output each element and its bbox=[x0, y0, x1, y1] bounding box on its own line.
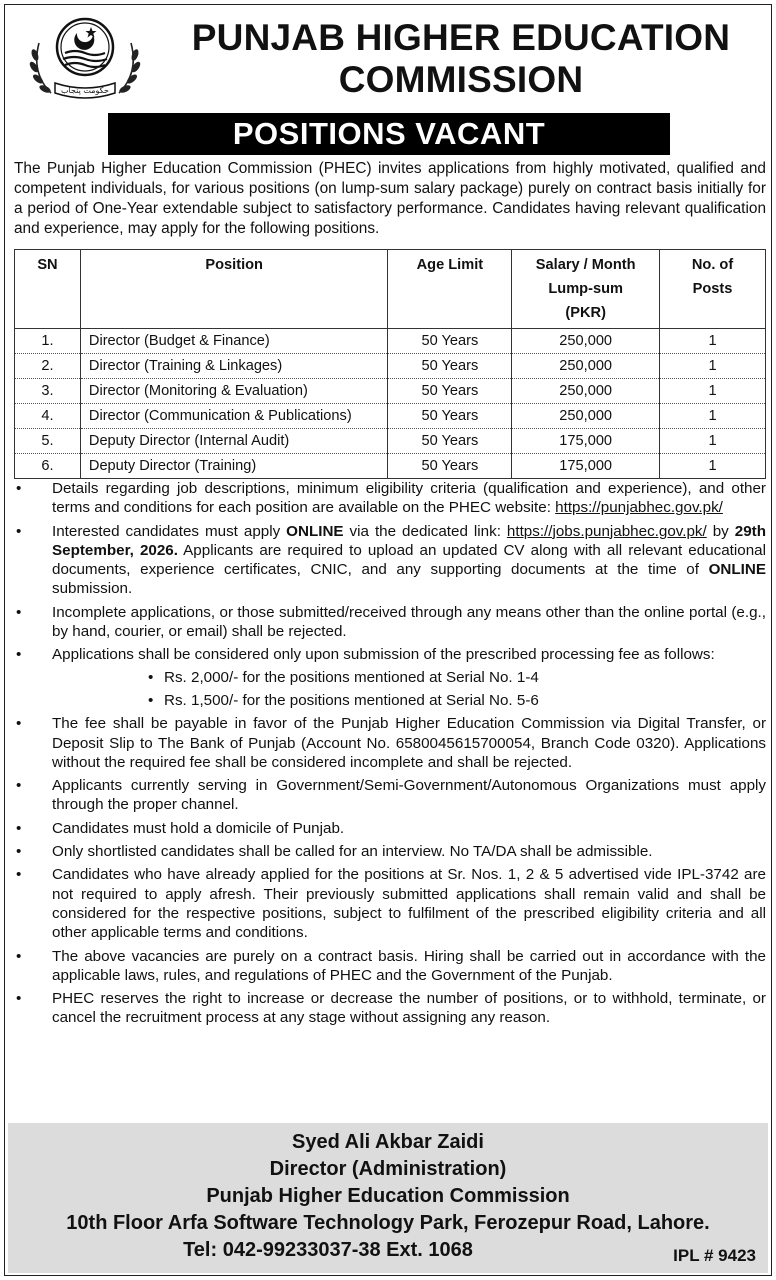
list-item: • Incomplete applications, or those submitted/received through any means other than the online portal (e.g., by hand, courier, or email) shall be rejected. bbox=[16, 603, 766, 641]
table-row bbox=[15, 354, 766, 379]
cell-position: Deputy Director (Internal Audit) bbox=[80, 429, 388, 454]
cell-age: 50 Years bbox=[388, 454, 512, 479]
list-item: • Details regarding job descriptions, minimum eligibility criteria (qualification and experience), and other terms and conditions for each position are available on the PHEC website: https://punjabhec.gov.pk/ bbox=[16, 480, 766, 517]
cell-age: 50 Years bbox=[388, 379, 512, 404]
government-of-punjab-emblem-icon bbox=[21, 13, 149, 107]
bullet-icon: • bbox=[16, 646, 22, 664]
cell-sn: 1. bbox=[15, 329, 81, 354]
header-no-of-posts: No. of Posts bbox=[660, 250, 766, 329]
list-item: • Applicants currently serving in Government/Semi-Government/Autonomous Organizations must apply through the proper channel. bbox=[16, 777, 766, 814]
emblem-caption: حکومت پنجاب bbox=[61, 86, 109, 95]
cell-position: Director (Communication & Publications) bbox=[80, 404, 388, 429]
cell-sn: 3. bbox=[15, 379, 81, 404]
cell-age: 50 Years bbox=[388, 404, 512, 429]
title-line-2: COMMISSION bbox=[338, 59, 584, 100]
list-item: • The above vacancies are purely on a contract basis. Hiring shall be carried out in accordance with the applicable laws, rules, and regulations of PHEC and the Government of the Punjab. bbox=[16, 947, 766, 984]
table-row bbox=[15, 379, 766, 404]
sub-list-item: • Rs. 2,000/- for the positions mentioned at Serial No. 1-4 bbox=[148, 668, 539, 686]
signatory-designation: Director (Administration) bbox=[269, 1158, 507, 1180]
cell-posts: 1 bbox=[660, 429, 766, 454]
page-title bbox=[155, 17, 767, 101]
address: 10th Floor Arfa Software Technology Park, Ferozepur Road, Lahore. bbox=[66, 1212, 710, 1234]
cell-posts: 1 bbox=[660, 454, 766, 479]
cell-salary: 250,000 bbox=[512, 329, 660, 354]
header-position: Position bbox=[80, 250, 388, 329]
cell-salary: 250,000 bbox=[512, 379, 660, 404]
list-item: • Candidates who have already applied for the positions at Sr. Nos. 1, 2 & 5 advertised vide IPL-3742 are not required to apply afresh. Their previously submitted applications shall remain valid and shall be considered for the respective positions, subject to fulfilment of the prescribed eligibility criteria and all other applicable terms and conditions. bbox=[16, 866, 766, 942]
jobs-portal-link[interactable]: https://jobs.punjabhec.gov.pk/ bbox=[506, 522, 707, 540]
bullet-icon: • bbox=[148, 691, 154, 709]
cell-position: Deputy Director (Training) bbox=[80, 454, 388, 479]
cell-posts: 1 bbox=[660, 329, 766, 354]
positions-table bbox=[14, 249, 766, 479]
list-item: • Only shortlisted candidates shall be called for an interview. No TA/DA shall be admissible. bbox=[16, 843, 653, 861]
cell-posts: 1 bbox=[660, 354, 766, 379]
telephone: Tel: 042-99233037-38 Ext. 1068 bbox=[183, 1239, 473, 1261]
header-salary: Salary / Month Lump-sum (PKR) bbox=[512, 250, 660, 329]
bullet-icon: • bbox=[16, 819, 22, 837]
bullet-icon: • bbox=[148, 668, 154, 686]
bullet-icon: • bbox=[16, 843, 22, 861]
cell-sn: 6. bbox=[15, 454, 81, 479]
list-item: • Applications shall be considered only upon submission of the prescribed processing fee as follows: • Rs. 2,000/- for the positions mentioned at Serial No. 1-4 • Rs. 1,500/- for the positions mentioned at Serial No. 5-6 bbox=[14, 645, 766, 710]
contact-footer bbox=[8, 1123, 768, 1273]
intro-paragraph: The Punjab Higher Education Commission (PHEC) invites applications from highly motivated, qualified and competent individuals, for various positions (on lump-sum salary package) purely on contract basis initially for a period of One-Year extendable subject to satisfactory performance. Candidates having relevant qualification and experience, may apply for the following positions. bbox=[14, 160, 766, 237]
table-row bbox=[15, 454, 766, 479]
table-row bbox=[15, 429, 766, 454]
cell-salary: 250,000 bbox=[512, 354, 660, 379]
list-item: • Interested candidates must apply ONLINE via the dedicated link: https://jobs.punjabhec.gov.pk/ by 29th September, 2026. Applicants are required to upload an updated CV along with all relevant educational documents, experience certificates, CNIC, and any supporting documents at the time of ONLINE submission. bbox=[16, 522, 766, 598]
bullet-icon: • bbox=[16, 480, 22, 497]
bullet-icon: • bbox=[16, 715, 22, 733]
sub-list-item: • Rs. 1,500/- for the positions mentioned at Serial No. 5-6 bbox=[148, 691, 539, 709]
phec-website-link[interactable]: https://punjabhec.gov.pk/ bbox=[555, 499, 723, 517]
cell-position: Director (Budget & Finance) bbox=[80, 329, 388, 354]
list-item: • Candidates must hold a domicile of Punjab. bbox=[16, 819, 345, 837]
signatory-name: Syed Ali Akbar Zaidi bbox=[292, 1131, 484, 1153]
table-row bbox=[15, 404, 766, 429]
bullet-icon: • bbox=[16, 990, 22, 1008]
cell-salary: 175,000 bbox=[512, 454, 660, 479]
header-age-limit: Age Limit bbox=[388, 250, 512, 329]
cell-age: 50 Years bbox=[388, 329, 512, 354]
cell-age: 50 Years bbox=[388, 354, 512, 379]
organization-name: Punjab Higher Education Commission bbox=[206, 1185, 570, 1207]
positions-vacant-banner: POSITIONS VACANT bbox=[108, 113, 670, 155]
bullet-icon: • bbox=[16, 947, 22, 965]
bullet-icon: • bbox=[16, 866, 22, 884]
cell-salary: 175,000 bbox=[512, 429, 660, 454]
cell-sn: 5. bbox=[15, 429, 81, 454]
cell-salary: 250,000 bbox=[512, 404, 660, 429]
bullet-icon: • bbox=[16, 603, 22, 621]
list-item: • PHEC reserves the right to increase or decrease the number of positions, or to withhold, terminate, or cancel the recruitment process at any stage without assigning any reason. bbox=[16, 990, 766, 1027]
list-item: • The fee shall be payable in favor of the Punjab Higher Education Commission via Digital Transfer, or Deposit Slip to The Bank of Punjab (Account No. 6580045615700054, Branch Code 0320). Applications without the required fee shall be considered incomplete and shall be rejected. bbox=[16, 715, 766, 771]
cell-posts: 1 bbox=[660, 404, 766, 429]
title-line-1: PUNJAB HIGHER EDUCATION bbox=[191, 17, 731, 58]
table-row bbox=[15, 329, 766, 354]
cell-position: Director (Training & Linkages) bbox=[80, 354, 388, 379]
advertisement-page bbox=[4, 4, 772, 1276]
bullet-icon: • bbox=[16, 522, 22, 540]
ipl-number: IPL # 9423 bbox=[673, 1246, 756, 1265]
terms-list bbox=[14, 479, 766, 1032]
cell-sn: 4. bbox=[15, 404, 81, 429]
cell-posts: 1 bbox=[660, 379, 766, 404]
header bbox=[5, 5, 771, 111]
cell-position: Director (Monitoring & Evaluation) bbox=[80, 379, 388, 404]
cell-age: 50 Years bbox=[388, 429, 512, 454]
header-sn: SN bbox=[15, 250, 81, 329]
bullet-icon: • bbox=[16, 777, 22, 795]
table-header-row bbox=[15, 250, 766, 329]
deadline-date: 29th September, 2026. bbox=[52, 522, 766, 559]
cell-sn: 2. bbox=[15, 354, 81, 379]
